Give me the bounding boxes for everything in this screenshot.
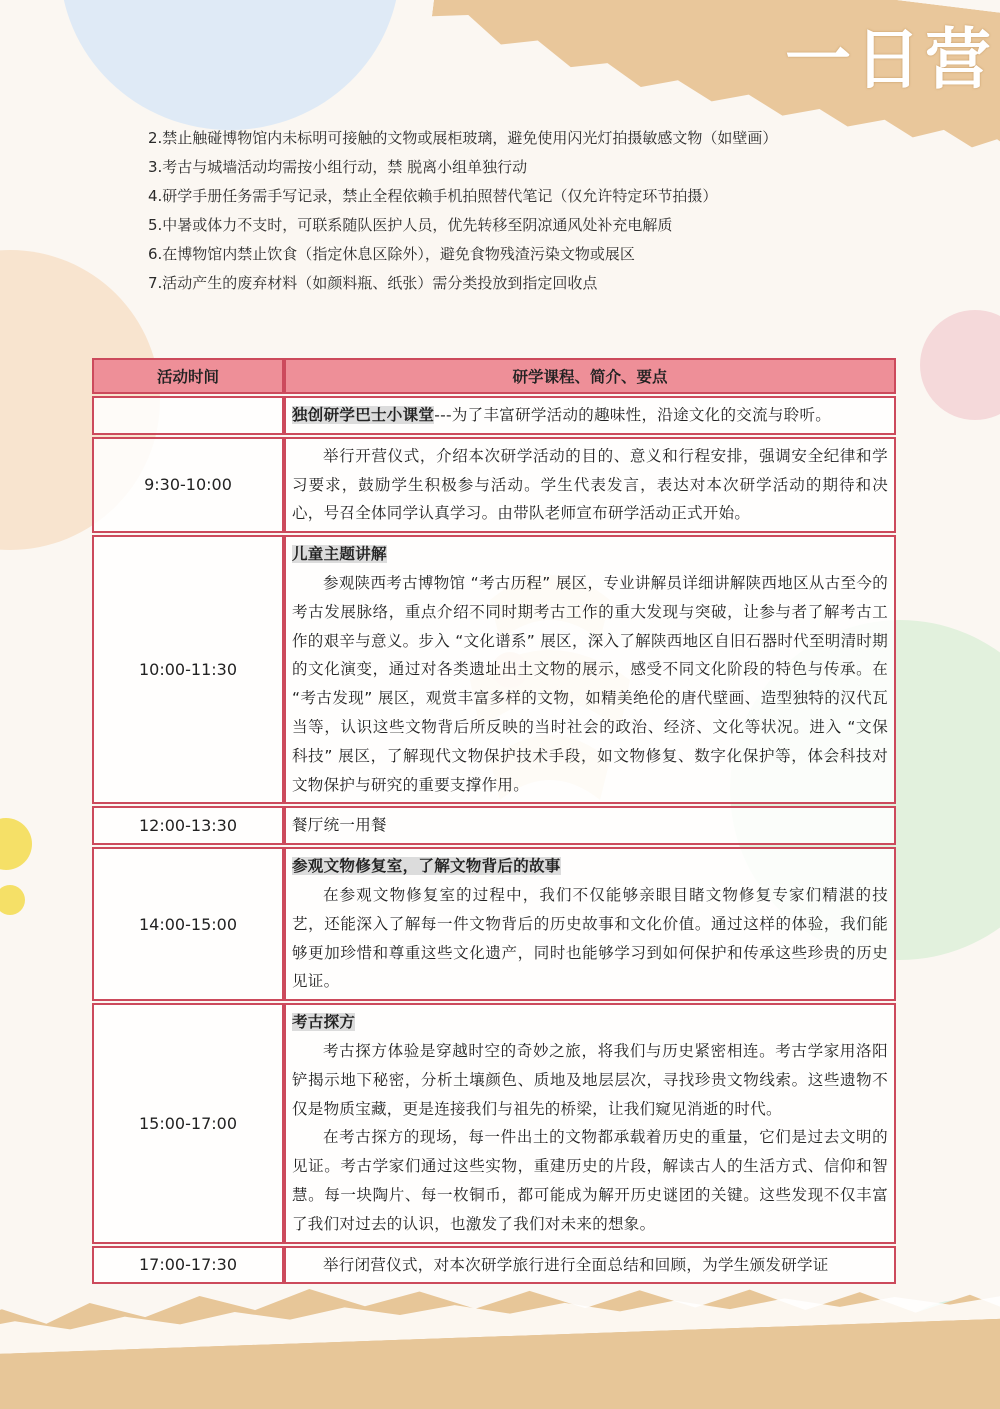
decor-dot [0, 885, 25, 915]
row-paragraph: 在考古探方的现场，每一件出土的文物都承载着历史的重量，它们是过去文明的见证。考古学家们通过这些实物，重建历史的片段，解读古人的生活方式、信仰和智慧。每一块陶片、每一枚铜币，都可能成为解开历史谜团的关键。这些发现不仅丰富了我们对过去的认识，也激发了我们对未来的想象。 [292, 1128, 888, 1233]
row-title-suffix: ---为了丰富研学活动的趣味性，沿途文化的交流与聆听。 [434, 406, 832, 424]
row-title: 参观文物修复室，了解文物背后的故事 [292, 857, 561, 876]
rule-item: 7.活动产生的废弃材料（如颜料瓶、纸张）需分类投放到指定回收点 [148, 274, 598, 292]
table-row [92, 437, 896, 533]
row-time: 14:00-15:00 [92, 847, 284, 1001]
row-content [284, 437, 896, 533]
row-content [284, 806, 896, 845]
row-title: 考古探方 [292, 1013, 356, 1032]
row-content [284, 396, 896, 435]
row-headline [292, 540, 888, 569]
row-time: 17:00-17:30 [92, 1246, 284, 1285]
rule-item: 5.中暑或体力不支时，可联系随队医护人员，优先转移至阴凉通风处补充电解质 [148, 216, 673, 234]
table-row [92, 1003, 896, 1243]
row-paragraph: 参观陕西考古博物馆 “考古历程” 展区，专业讲解员详细讲解陕西地区从古至今的考古发展脉络，重点介绍不同时期考古工作的重大发现与突破，让参与者了解考古工作的艰辛与意义。步入 “文化谱系” 展区，深入了解陕西地区自旧石器时代至明清时期的文化演变，通过对各类遗址出土文物的展示，感受不同文化阶段的特色与传承。在 “考古发现” 展区，观赏丰富多样的文物，如精美绝伦的唐代壁画、造型独特的汉代瓦当等，认识这些文物背后所反映的当时社会的政治、经济、文化等状况。进入 “文保科技” 展区，了解现代文物保护技术手段，如文物修复、数字化保护等，体会科技对文物保护与研究的重要支撑作用。 [292, 573, 888, 794]
row-paragraph: 举行开营仪式，介绍本次研学活动的目的、意义和行程安排，强调安全纪律和学习要求，鼓励学生积极参与活动。学生代表发言，表达对本次研学活动的期待和决心，号召全体同学认真学习。由带队老师宣布研学活动正式开始。 [292, 446, 888, 523]
row-title: 儿童主题讲解 [292, 545, 387, 564]
table-row [92, 1246, 896, 1285]
table-row [92, 396, 896, 435]
decor-circle-blue [60, 0, 400, 130]
decor-dot [0, 818, 32, 870]
table-row [92, 806, 896, 845]
row-time: 12:00-13:30 [92, 806, 284, 845]
table-row [92, 535, 896, 804]
rule-item: 3.考古与城墙活动均需按小组行动，禁 脱离小组单独行动 [148, 158, 528, 176]
rule-item: 6.在博物馆内禁止饮食（指定休息区除外），避免食物残渣污染文物或展区 [148, 245, 635, 263]
row-content [284, 1003, 896, 1243]
row-paragraph: 举行闭营仪式，对本次研学旅行进行全面总结和回顾，为学生颁发研学证 [323, 1255, 829, 1274]
header-time: 活动时间 [92, 358, 284, 394]
row-plain-text: 餐厅统一用餐 [292, 816, 387, 835]
row-paragraph: 在参观文物修复室的过程中，我们不仅能够亲眼目睹文物修复专家们精湛的技艺，还能深入了解每一件文物背后的历史故事和文化价值。通过这样的体验，我们能够更加珍惜和尊重这些文化遗产，同时也能够学习到如何保护和传承这些珍贵的历史见证。 [292, 885, 888, 991]
row-content [284, 847, 896, 1001]
row-headline [292, 1008, 888, 1037]
rule-item: 4.研学手册任务需手写记录，禁止全程依赖手机拍照替代笔记（仅允许特定环节拍摄） [148, 187, 718, 205]
row-time: 9:30-10:00 [92, 437, 284, 533]
row-paragraph: 考古探方体验是穿越时空的奇妙之旅，将我们与历史紧密相连。考古学家用洛阳铲揭示地下秘密，分析土壤颜色、质地及地层层次，寻找珍贵文物线索。这些遗物不仅是物质宝藏，更是连接我们与祖先的桥梁，让我们窥见消逝的时代。 [292, 1041, 888, 1118]
rules-list [148, 124, 908, 298]
table-row [92, 847, 896, 1001]
row-time: 15:00-17:00 [92, 1003, 284, 1243]
table-header-row [92, 358, 896, 394]
schedule-table [92, 356, 896, 1286]
row-headline [292, 401, 888, 430]
decor-circle-pink [920, 310, 1000, 420]
row-headline [292, 852, 888, 881]
row-time [92, 396, 284, 435]
header-content: 研学课程、简介、要点 [284, 358, 896, 394]
row-content [284, 535, 896, 804]
page-header-title: 一日营 [785, 21, 995, 98]
rule-item: 2.禁止触碰博物馆内未标明可接触的文物或展柜玻璃，避免使用闪光灯拍摄敏感文物（如壁画） [148, 129, 778, 147]
row-title: 独创研学巴士小课堂 [292, 406, 435, 424]
row-time: 10:00-11:30 [92, 535, 284, 804]
row-content [284, 1246, 896, 1285]
